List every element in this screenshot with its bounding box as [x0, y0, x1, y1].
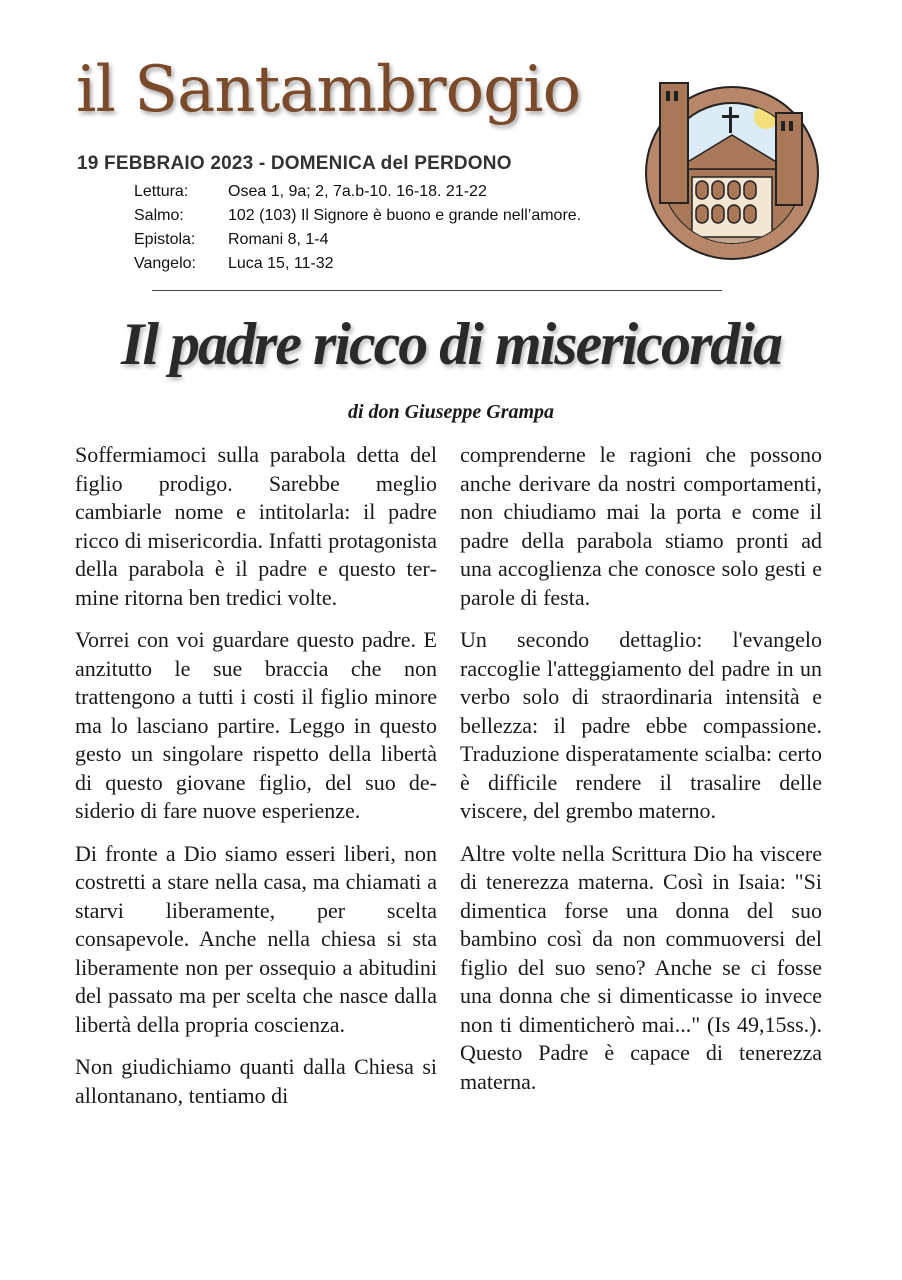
- paragraph: Un secondo dettaglio: l'evangelo raccoglie l'atteggiamento del padre in un verbo solo di straordinaria intensità e bellezza: il padre ebbe compassione. Traduzione disperatamente scialba: certo è difficile rendere il trasalire delle viscere, del grembo materno.: [460, 627, 822, 823]
- dateline: 19 FEBBRAIO 2023 - DOMENICA del PERDONO: [77, 153, 512, 174]
- reading-label: Epistola:: [134, 231, 196, 248]
- reading-row-epistola: [134, 228, 581, 252]
- paragraph: Non giudichiamo quanti dalla Chiesa si allontanano, tentiamo di: [75, 1054, 437, 1108]
- paragraph: comprenderne le ragioni che possono anche derivare da nostri comportamenti, non chiudiamo mai la porta e come il padre della parabola stiamo pronti ad una accoglienza che conosce solo gesti e parole di festa.: [460, 442, 822, 610]
- reading-label: Salmo:: [134, 207, 184, 224]
- paragraph: Vorrei con voi guardare questo padre. E anzitutto le sue braccia che non trattengono a tutti i costi il figlio minore ma lo lasciano partire. Leggo in questo gesto un singolare rispetto della libertà di questo giovane figlio, del suo desiderio di fare nuove esperienze.: [75, 627, 437, 823]
- reading-label: Vangelo:: [134, 255, 196, 272]
- reading-row-salmo: [134, 204, 581, 228]
- readings-list: [134, 180, 581, 276]
- reading-label: Lettura:: [134, 183, 189, 200]
- reading-ref: Luca 15, 11-32: [228, 255, 334, 272]
- reading-row-vangelo: [134, 252, 581, 276]
- article-title: Il padre ricco di misericordia: [121, 311, 781, 377]
- reading-row-lettura: [134, 180, 581, 204]
- church-logo-icon: [640, 77, 824, 261]
- article-byline: di don Giuseppe Grampa: [347, 401, 555, 423]
- article-column-left: [75, 441, 437, 1124]
- reading-ref: 102 (103) Il Signore è buono e grande nell’amore.: [228, 207, 582, 224]
- masthead-title: il Santambrogio: [76, 53, 581, 127]
- paragraph: Altre volte nella Scrittura Dio ha viscere di tenerezza materna. Così in Isaia: "Si dimentica forse una donna del suo bambino così da non commuoversi del figlio del suo seno? Anche se ci fosse una donna che si dimenticasse io invece non ti dimenticherò mai..." (Is 49,15ss.). Questo Padre è capace di tenerezza materna.: [460, 840, 822, 1094]
- header-divider: [152, 290, 722, 291]
- paragraph: Soffermiamoci sulla parabola detta del figlio prodigo. Sarebbe meglio cambiarle nome e intitolarla: il padre ricco di misericordia. Infatti protagonista della parabola è il padre e questo termine ritorna ben tredici volte.: [75, 442, 437, 610]
- article-column-right: [460, 441, 822, 1110]
- paragraph: Di fronte a Dio siamo esseri liberi, non costretti a stare nella casa, ma chiamati a starvi liberamente, per scelta consapevole. Anche nella chiesa si sta liberamente non per ossequio a abitudini del passato ma per scelta che nasce dalla libertà della propria coscienza.: [75, 840, 437, 1037]
- reading-ref: Osea 1, 9a; 2, 7a.b-10. 16-18. 21-22: [228, 183, 487, 200]
- reading-ref: Romani 8, 1-4: [228, 231, 329, 248]
